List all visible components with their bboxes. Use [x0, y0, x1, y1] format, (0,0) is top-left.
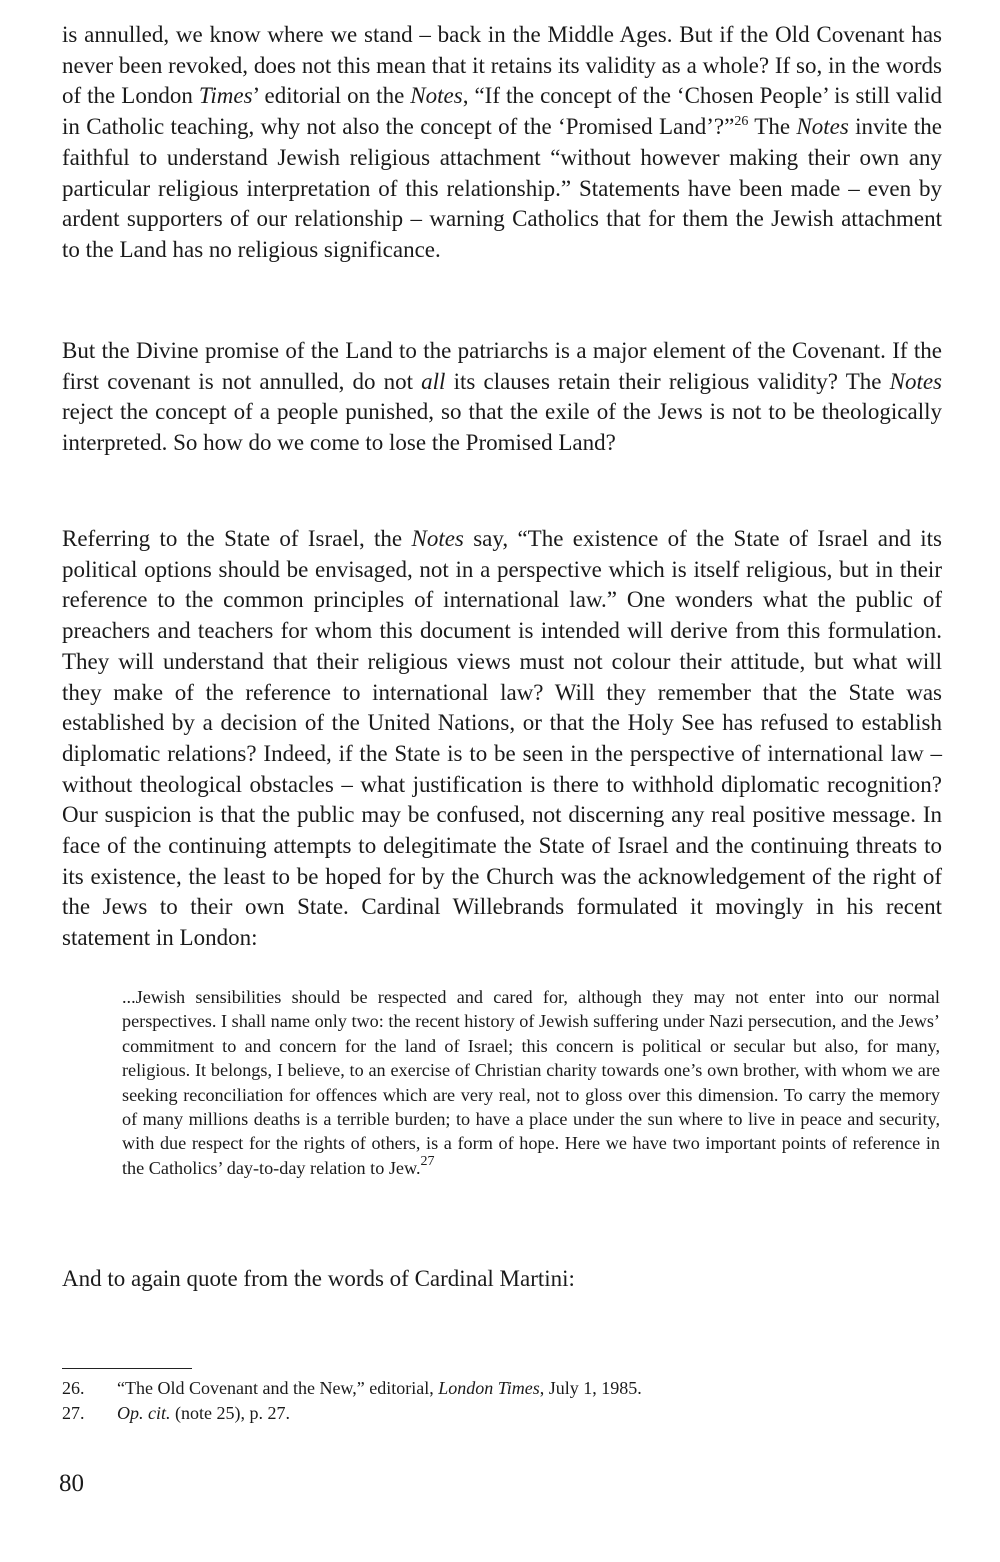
text: ’ editorial on the: [252, 83, 411, 109]
text: reject the concept of a people punished, so that the exile of the Jews is not to be theologically interpreted. So how do we come to lose the Promised Land?: [62, 399, 942, 456]
italic-title: Times: [198, 83, 253, 109]
footnote-italic: London Times: [438, 1378, 540, 1398]
closing-paragraph: And to again quote from the words of Cardinal Martini:: [62, 1266, 575, 1291]
text: say, “The existence of the State of Israel and its political options should be envisaged, not in a perspective which is itself religious, but in their reference to the common principles of international law.” One wonders what the public of preachers and teachers for whom this document is intended will derive from this formulation. They will understand that their religious views must not colour their attitude, but what will they make of the reference to international law? Will they remember that the State was established by a decision of the United Nations, or that the Holy See has refused to establish diplomatic relations? Indeed, if the State is to be seen in the perspective of international law – without theological obstacles – what justification is there to withhold diplomatic recognition? Our suspicion is that the public may be confused, not discerning any real positive message. In face of the continuing attempts to delegitimate the State of Israel and the continuing threats to its existence, the least to be hoped for by the Church was the acknowledgement of the right of the Jews to their own State. Cardinal Willebrands formulated it movingly in his recent statement in London:: [62, 526, 943, 951]
footnote-number: 27.: [62, 1403, 85, 1423]
text: But the Divine promise of the Land to the patriarchs is a major element of the Covenant. If the first covenant is not annulled, do not: [62, 338, 942, 394]
page-number: 80: [59, 1470, 84, 1497]
text: invite the faithful to understand Jewish religious attachment “without however making their own any particular religious interpretation of this relationship.” Statements have been made – even by ardent supporters of our relationship – warning Catholics that for them the Jewish attachment to the Land has no religious significance.: [62, 114, 942, 262]
block-quote: [122, 985, 940, 1180]
footnote-divider: [62, 1368, 192, 1369]
paragraph-2: [62, 336, 942, 459]
italic-title: Notes: [889, 368, 942, 394]
text: , “If the concept of the ‘Chosen People’ is still valid in Catholic teaching, why not also the concept of the ‘Promised Land’?”: [62, 83, 943, 140]
paragraph-1: [62, 20, 942, 266]
quote-text: ...Jewish sensibilities should be respected and cared for, although they may not enter into our normal perspectives. I shall name only two: the recent history of Jewish suffering under Nazi persecution, and the Jews’ commitment to and concern for the land of Israel; this concern is political or secular but also, for many, religious. It belongs, I believe, to an exercise of Christian charity towards one’s own brother, with whom we are seeking reconciliation for offences which are very real, not to gloss over this dimension. To carry the memory of many millions deaths is a terrible burden; to have a place under the sun where to live in peace and security, with due respect for the rights of others, is a form of hope. Here we have two important points of reference in the Catholics’ day-to-day relation to Jew.: [122, 987, 940, 1178]
footnote-text: (note 25), p. 27.: [170, 1403, 290, 1423]
footnote-ref-26[interactable]: 26: [734, 114, 749, 130]
footnote-italic: Op. cit.: [117, 1403, 171, 1423]
footnote-text: “The Old Covenant and the New,” editorial,: [117, 1378, 439, 1398]
text: its clauses retain their religious validity? The: [445, 368, 890, 394]
footnote-27: [62, 1401, 942, 1425]
footnote-text: , July 1, 1985.: [539, 1378, 642, 1398]
footnote-ref-27[interactable]: 27: [420, 1153, 435, 1169]
text: is annulled, we know where we stand – back in the Middle Ages. But if the Old Covenant has never been revoked, does not this mean that it retains its validity as a whole? If so, in the words of the London: [62, 22, 942, 109]
italic-title: Notes: [410, 83, 463, 109]
text: The: [748, 114, 797, 140]
italic-emphasis: all: [421, 368, 446, 394]
italic-title: Notes: [796, 114, 849, 140]
footnote-number: 26.: [62, 1378, 85, 1398]
text: Referring to the State of Israel, the: [62, 526, 412, 551]
paragraph-3: [62, 524, 942, 954]
footnote-26: [62, 1376, 942, 1400]
italic-title: Notes: [411, 526, 464, 551]
